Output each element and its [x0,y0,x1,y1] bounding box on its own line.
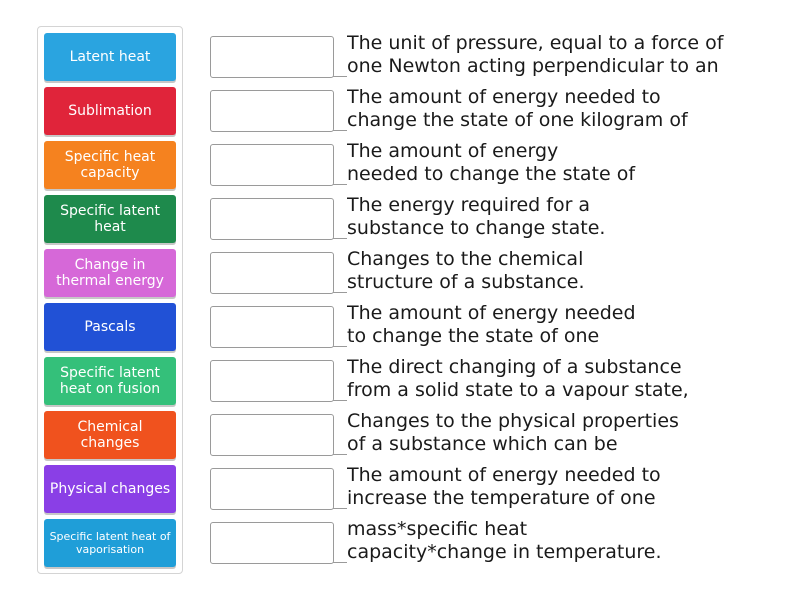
connector-line [333,76,347,77]
connector-line [333,508,347,509]
tile-pascals[interactable]: Pascals [44,303,176,351]
drop-slot-7[interactable] [210,360,334,402]
tile-specific-latent-heat[interactable]: Specific latent heat [44,195,176,243]
description-line: change the state of one kilogram of [347,109,688,131]
description-4 [347,194,787,240]
description-8 [347,410,787,456]
tile-change-in-thermal-energy[interactable]: Change in thermal energy [44,249,176,297]
description-line: needed to change the state of [347,163,636,185]
connector-line [333,562,347,563]
description-6 [347,302,787,348]
drop-slot-10[interactable] [210,522,334,564]
drop-slot-3[interactable] [210,144,334,186]
description-line: The amount of energy needed to [347,464,661,486]
description-line: mass*specific heat [347,518,528,540]
tile-specific-heat-capacity[interactable]: Specific heat capacity [44,141,176,189]
description-line: The energy required for a [347,194,591,216]
description-line: The direct changing of a substance [347,356,682,378]
description-line: The unit of pressure, equal to a force of [347,32,724,54]
connector-line [333,346,347,347]
connector-line [333,292,347,293]
description-2 [347,86,787,132]
tile-chemical-changes[interactable]: Chemical changes [44,411,176,459]
drop-slot-9[interactable] [210,468,334,510]
description-3 [347,140,787,186]
connector-line [333,184,347,185]
drop-slot-1[interactable] [210,36,334,78]
tile-sublimation[interactable]: Sublimation [44,87,176,135]
description-1 [347,32,787,78]
description-line: one Newton acting perpendicular to an [347,55,719,77]
description-line: from a solid state to a vapour state, [347,379,689,401]
tile-physical-changes[interactable]: Physical changes [44,465,176,513]
description-line: The amount of energy [347,140,559,162]
description-line: Changes to the chemical [347,248,584,270]
drop-slot-8[interactable] [210,414,334,456]
description-line: increase the temperature of one [347,487,656,509]
description-line: Changes to the physical properties [347,410,679,432]
description-line: to change the state of one [347,325,600,347]
description-line: The amount of energy needed to [347,86,661,108]
answer-tile-panel [37,26,183,574]
connector-line [333,238,347,239]
connector-line [333,130,347,131]
drop-slot-2[interactable] [210,90,334,132]
description-9 [347,464,787,510]
description-line: substance to change state. [347,217,606,239]
description-line: structure of a substance. [347,271,585,293]
drop-slot-6[interactable] [210,306,334,348]
description-line: of a substance which can be [347,433,618,455]
description-line: The amount of energy needed [347,302,636,324]
connector-line [333,454,347,455]
tile-latent-heat[interactable]: Latent heat [44,33,176,81]
drop-slot-4[interactable] [210,198,334,240]
connector-line [333,400,347,401]
description-5 [347,248,787,294]
tile-specific-latent-heat-of-vaporisation[interactable]: Specific latent heat of vaporisation [44,519,176,567]
description-line: capacity*change in temperature. [347,541,662,563]
tile-specific-latent-heat-on-fusion[interactable]: Specific latent heat on fusion [44,357,176,405]
description-7 [347,356,787,402]
drop-slot-5[interactable] [210,252,334,294]
description-10 [347,518,787,564]
